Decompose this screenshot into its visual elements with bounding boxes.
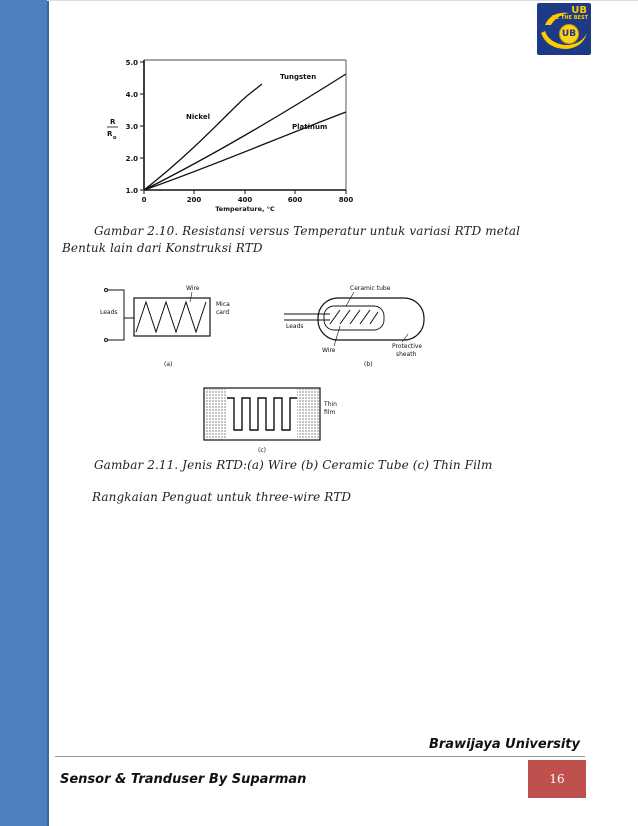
rtd-resistance-chart [100,52,360,214]
y-tick-label: 2.0 [125,155,138,163]
x-tick-label: 600 [287,196,303,204]
logo-ub-text: UB [571,5,587,16]
nickel-label: Nickel [186,113,211,121]
protective-label: Protective [392,343,423,350]
logo-center-badge: UB [559,24,579,44]
footer-university: Brawijaya University [428,737,580,752]
y-axis-label-sub: o [113,135,117,141]
nickel-curve [144,84,262,190]
figure-caption-2-11: Gambar 2.11. Jenis RTD:(a) Wire (b) Ceramic Tube (c) Thin Film [94,458,493,472]
footer-title: Sensor & Tranduser By Suparman [60,772,307,787]
wire-label: Wire [186,285,200,292]
y-axis-label-bottom: R [107,130,113,138]
y-tick-label: 4.0 [125,91,138,99]
section-heading: Bentuk lain dari Konstruksi RTD [62,241,263,255]
ub-logo [537,3,591,55]
y-tick-label: 1.0 [125,187,138,195]
thin-film-rtd-diagram [200,382,360,456]
x-tick-label: 400 [237,196,253,204]
logo-tag-text: BE THE BEST [552,15,588,21]
ceramic-tube-rtd-diagram [284,282,444,372]
thin-label: Thin [324,401,337,408]
mica-label: Mica [216,301,230,308]
page-top-border [47,0,638,1]
fig-b-tag: (b) [364,361,373,368]
x-tick-label: 800 [338,196,354,204]
fig-a-tag: (a) [164,361,173,368]
x-tick-label: 200 [186,196,202,204]
tungsten-label: Tungsten [280,73,317,81]
page-side-bar [0,0,49,826]
page-number: 16 [528,760,586,798]
film-label: film [324,409,336,416]
y-tick-label: 5.0 [125,59,138,67]
leads-label-b: Leads [286,323,304,330]
figure-caption-2-10: Gambar 2.10. Resistansi versus Temperatur untuk variasi RTD metal [94,224,521,238]
x-tick-label: 0 [141,196,147,204]
leads-label: Leads [100,309,118,316]
wire-rtd-diagram [100,280,240,372]
sheath-label: sheath [396,351,417,358]
ceramic-tube-label: Ceramic tube [350,285,391,292]
subheading: Rangkaian Penguat untuk three-wire RTD [92,490,352,504]
x-axis-label: Temperature, °C [215,205,275,213]
footer-divider [55,756,585,757]
wire-label-b: Wire [322,347,336,354]
platinum-label: Platinum [292,123,328,131]
y-axis-label-top: R [110,118,116,126]
tungsten-curve [144,74,346,190]
y-tick-label: 3.0 [125,123,138,131]
fig-c-tag: (c) [258,447,266,454]
card-label: card [216,309,230,316]
